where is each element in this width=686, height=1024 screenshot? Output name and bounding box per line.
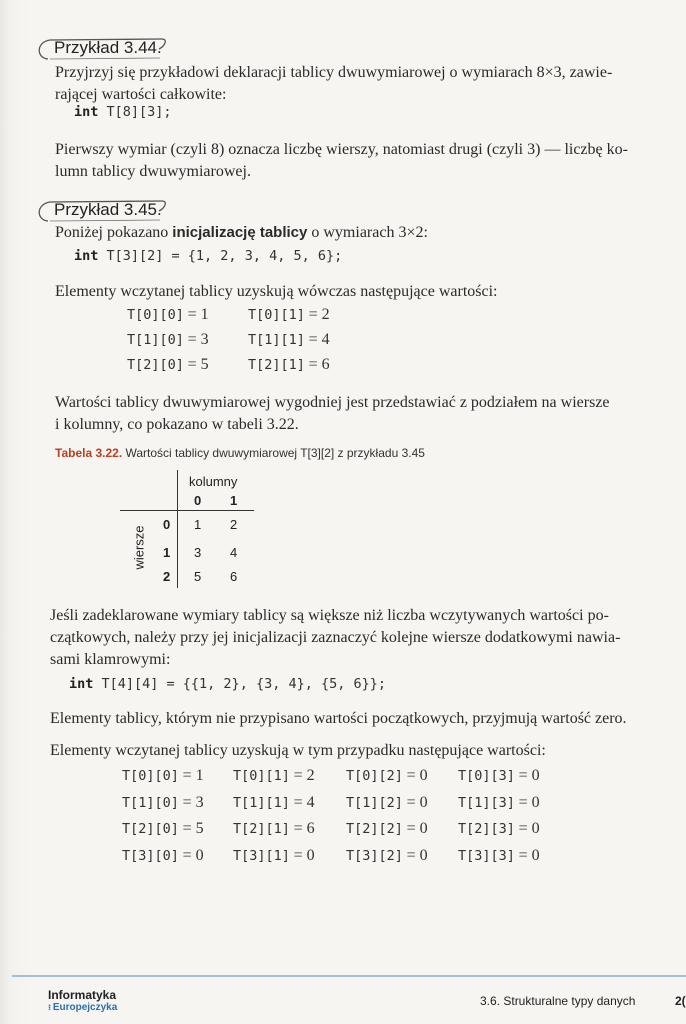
value-entry: T[3][1] = 0	[233, 847, 315, 864]
page-number: 2(	[675, 994, 686, 1008]
example-345-header	[34, 198, 174, 222]
value-entry: T[1][0] = 3	[122, 794, 204, 811]
value-entry: T[2][0] = 5	[122, 820, 204, 837]
code-text: T[4][4] = {{1, 2}, {3, 4}, {5, 6}};	[93, 676, 386, 692]
value-entry: T[1][1] = 4	[248, 331, 330, 348]
example-344-para1	[55, 62, 650, 106]
text-line: Pierwszy wymiar (czyli 8) oznacza liczbę wierszy, natomiast drugi (czyli 3) — liczbę ko-	[55, 141, 628, 158]
value-entry: T[0][0] = 1	[122, 767, 204, 784]
table-322	[120, 468, 260, 590]
table-cell: 5	[194, 569, 202, 584]
table-cell: 1	[194, 517, 202, 532]
value-entry: T[3][0] = 0	[122, 847, 204, 864]
text-line: czątkowych, należy przy jej inicjalizacji zaznaczyć kolejne wiersze dodatkowymi nawia-	[50, 629, 621, 646]
table-cell: 4	[230, 545, 238, 560]
text-run: o wymiarach 3×2:	[307, 224, 428, 241]
table-caption-text: Wartości tablicy dwuwymiarowej T[3][2] z przykładu 3.45	[122, 446, 425, 460]
value-entry: T[2][3] = 0	[458, 820, 540, 837]
text-line: Wartości tablicy dwuwymiarowej wygodniej jest przedstawiać z podziałem na wiersze	[55, 394, 610, 411]
code-keyword: int	[74, 104, 99, 120]
text-run: Poniżej pokazano	[55, 224, 173, 241]
row-header: 1	[163, 545, 171, 560]
value-entry: T[2][2] = 0	[346, 820, 428, 837]
footer-section-title: 3.6. Strukturalne typy danych	[480, 994, 636, 1008]
value-entry: T[2][1] = 6	[233, 820, 315, 837]
value-entry: T[3][3] = 0	[458, 847, 540, 864]
table-vertical-rule	[177, 470, 178, 588]
brand-title: Informatyka	[48, 988, 117, 1002]
value-entry: T[3][2] = 0	[346, 847, 428, 864]
value-entry: T[1][2] = 0	[346, 794, 428, 811]
text-line: rającej wartości całkowite:	[55, 86, 227, 103]
col-header: 0	[194, 493, 202, 508]
text-line: lumn tablicy dwuwymiarowej.	[55, 163, 251, 180]
example-345-label: Przykład 3.45.	[54, 200, 162, 219]
text-line: Jeśli zadeklarowane wymiary tablicy są większe niż liczba wczytywanych wartości po-	[50, 607, 609, 624]
value-entry: T[2][1] = 6	[248, 356, 330, 373]
table-caption	[55, 446, 425, 460]
code-text: T[8][3];	[98, 104, 172, 120]
footer-brand	[48, 988, 117, 1014]
example-345-elements-text: Elementy wczytanej tablicy uzyskują wówczas następujące wartości:	[55, 283, 498, 300]
text-line: sami klamrowymi:	[50, 651, 171, 668]
example-345-code	[74, 248, 342, 264]
brand-dots-icon: ⁝	[48, 1003, 51, 1012]
code-text: T[3][2] = {1, 2, 3, 4, 5, 6};	[98, 248, 343, 264]
value-entry: T[0][3] = 0	[458, 767, 540, 784]
value-entry: T[0][2] = 0	[346, 767, 428, 784]
continuation-para3: Elementy wczytanej tablicy uzyskują w tym przypadku następujące wartości:	[50, 742, 546, 759]
footer-rule	[12, 975, 686, 977]
continuation-code	[69, 676, 386, 692]
row-header: 0	[163, 517, 171, 532]
value-entry: T[1][0] = 3	[127, 331, 209, 348]
columns-title: kolumny	[189, 474, 238, 489]
example-344-code	[74, 104, 172, 120]
value-entry: T[0][1] = 2	[233, 767, 315, 784]
value-entry: T[1][3] = 0	[458, 794, 540, 811]
continuation-para2: Elementy tablicy, którym nie przypisano wartości początkowych, przyjmują wartość zero.	[50, 710, 627, 727]
code-keyword: int	[74, 248, 99, 264]
rows-title: wiersze	[131, 525, 147, 570]
example-344-header	[34, 36, 174, 60]
brand-subtitle-text: Europejczyka	[52, 1002, 118, 1013]
col-header: 1	[230, 493, 238, 508]
text-line: i kolumny, co pokazano w tabeli 3.22.	[55, 416, 299, 433]
table-cell: 3	[194, 545, 202, 560]
example-345-intro	[55, 222, 428, 244]
example-345-para	[55, 392, 655, 436]
brand-subtitle	[48, 1002, 117, 1014]
row-header: 2	[163, 569, 171, 584]
value-entry: T[0][1] = 2	[248, 306, 330, 323]
table-caption-label: Tabela 3.22.	[55, 446, 123, 460]
value-entry: T[1][1] = 4	[233, 794, 315, 811]
footer-section	[480, 994, 686, 1008]
text-line: Przyjrzyj się przykładowi deklaracji tablicy dwuwymiarowej o wymiarach 8×3, zawie-	[55, 64, 613, 81]
table-horizontal-rule	[120, 510, 254, 511]
table-cell: 2	[230, 517, 238, 532]
example-344-label: Przykład 3.44.	[54, 38, 162, 57]
code-keyword: int	[69, 676, 94, 692]
term-bold: inicjalizację tablicy	[172, 224, 308, 241]
table-cell: 6	[230, 569, 238, 584]
continuation-para1	[50, 605, 660, 671]
value-entry: T[0][0] = 1	[127, 306, 209, 323]
example-344-para2	[55, 139, 655, 183]
value-entry: T[2][0] = 5	[127, 356, 209, 373]
